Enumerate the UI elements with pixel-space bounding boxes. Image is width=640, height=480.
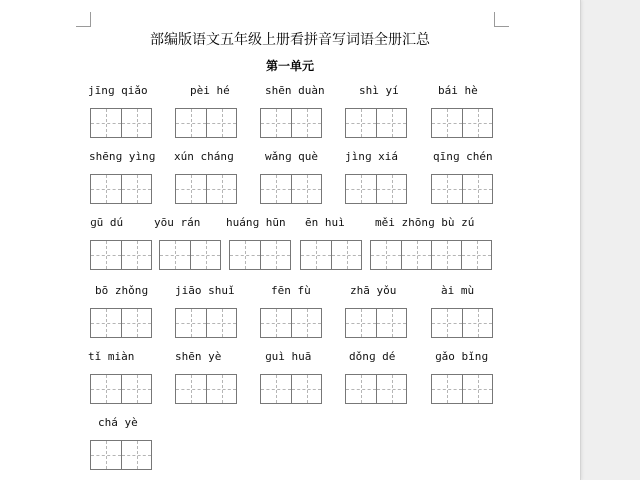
pinyin-label: bái hè xyxy=(438,84,478,97)
pinyin-label: ɡuì huā xyxy=(265,350,312,363)
writing-cell[interactable] xyxy=(206,375,236,403)
pinyin-label: ēn huì xyxy=(305,216,345,229)
pinyin-label: qīnɡ chén xyxy=(433,150,493,163)
pinyin-label: zhā yǒu xyxy=(350,284,397,297)
pinyin-label: wǎnɡ què xyxy=(265,150,318,163)
writing-grid[interactable] xyxy=(159,240,221,270)
writing-cell[interactable] xyxy=(91,241,121,269)
writing-grid[interactable] xyxy=(90,308,152,338)
vertical-scrollbar-track[interactable] xyxy=(590,0,640,480)
writing-cell[interactable] xyxy=(176,375,206,403)
writing-grid[interactable] xyxy=(175,174,237,204)
writing-grid[interactable] xyxy=(229,240,291,270)
pinyin-label: xún chánɡ xyxy=(174,150,234,163)
writing-cell[interactable] xyxy=(121,175,151,203)
writing-grid[interactable] xyxy=(370,240,492,270)
writing-cell[interactable] xyxy=(291,375,321,403)
writing-cell[interactable] xyxy=(91,109,121,137)
writing-grid[interactable] xyxy=(90,108,152,138)
writing-cell[interactable] xyxy=(376,175,406,203)
writing-cell[interactable] xyxy=(121,109,151,137)
writing-grid[interactable] xyxy=(345,374,407,404)
pinyin-label: ɡǎo bǐnɡ xyxy=(435,350,488,363)
writing-cell[interactable] xyxy=(346,309,376,337)
writing-cell[interactable] xyxy=(432,175,462,203)
writing-cell[interactable] xyxy=(462,309,492,337)
writing-cell[interactable] xyxy=(301,241,331,269)
writing-grid[interactable] xyxy=(90,240,152,270)
writing-cell[interactable] xyxy=(206,109,236,137)
writing-cell[interactable] xyxy=(121,441,151,469)
writing-cell[interactable] xyxy=(91,309,121,337)
pinyin-label: shēnɡ yìnɡ xyxy=(89,150,156,163)
writing-cell[interactable] xyxy=(461,241,491,269)
writing-cell[interactable] xyxy=(431,241,461,269)
writing-grid[interactable] xyxy=(431,308,493,338)
document-title: 部编版语文五年级上册看拼音写词语全册汇总 xyxy=(150,32,430,48)
writing-cell[interactable] xyxy=(91,375,121,403)
writing-cell[interactable] xyxy=(261,309,291,337)
writing-grid[interactable] xyxy=(300,240,362,270)
pinyin-label: bō zhǒnɡ xyxy=(95,284,148,297)
writing-cell[interactable] xyxy=(376,109,406,137)
writing-cell[interactable] xyxy=(401,241,431,269)
writing-grid[interactable] xyxy=(90,440,152,470)
writing-grid[interactable] xyxy=(431,108,493,138)
writing-cell[interactable] xyxy=(376,375,406,403)
pinyin-label: jīnɡ qiǎo xyxy=(88,84,148,97)
pinyin-label: shēn duàn xyxy=(265,84,325,97)
writing-cell[interactable] xyxy=(121,241,151,269)
pinyin-label: dǒnɡ dé xyxy=(349,350,396,363)
writing-grid[interactable] xyxy=(260,308,322,338)
writing-cell[interactable] xyxy=(462,175,492,203)
writing-cell[interactable] xyxy=(230,241,260,269)
writing-cell[interactable] xyxy=(261,375,291,403)
writing-cell[interactable] xyxy=(432,309,462,337)
writing-cell[interactable] xyxy=(291,309,321,337)
writing-cell[interactable] xyxy=(176,309,206,337)
writing-cell[interactable] xyxy=(121,375,151,403)
writing-cell[interactable] xyxy=(160,241,190,269)
pinyin-label: ài mù xyxy=(441,284,475,297)
writing-cell[interactable] xyxy=(346,109,376,137)
writing-cell[interactable] xyxy=(121,309,151,337)
pinyin-label: yōu rán xyxy=(154,216,201,229)
writing-grid[interactable] xyxy=(345,108,407,138)
pinyin-label: jìnɡ xiá xyxy=(345,150,398,163)
writing-grid[interactable] xyxy=(431,174,493,204)
writing-cell[interactable] xyxy=(260,241,290,269)
writing-grid[interactable] xyxy=(260,108,322,138)
pinyin-label: shì yí xyxy=(359,84,399,97)
writing-cell[interactable] xyxy=(261,175,291,203)
writing-grid[interactable] xyxy=(175,108,237,138)
unit-title: 第一单元 xyxy=(265,59,314,73)
pinyin-label: huánɡ hūn xyxy=(226,216,286,229)
writing-cell[interactable] xyxy=(462,375,492,403)
writing-grid[interactable] xyxy=(345,308,407,338)
writing-cell[interactable] xyxy=(261,109,291,137)
writing-cell[interactable] xyxy=(376,309,406,337)
writing-cell[interactable] xyxy=(331,241,361,269)
writing-cell[interactable] xyxy=(91,441,121,469)
pinyin-label: shēn yè xyxy=(175,350,222,363)
pinyin-label: fēn fù xyxy=(271,284,311,297)
writing-cell[interactable] xyxy=(346,175,376,203)
writing-grid[interactable] xyxy=(345,174,407,204)
pinyin-label: chá yè xyxy=(98,416,138,429)
writing-cell[interactable] xyxy=(176,109,206,137)
pinyin-label: měi zhōnɡ bù zú xyxy=(375,216,475,229)
writing-grid[interactable] xyxy=(90,174,152,204)
writing-cell[interactable] xyxy=(206,175,236,203)
writing-grid[interactable] xyxy=(175,308,237,338)
pinyin-label: ɡū dú xyxy=(90,216,124,229)
writing-cell[interactable] xyxy=(371,241,401,269)
writing-cell[interactable] xyxy=(91,175,121,203)
writing-cell[interactable] xyxy=(291,109,321,137)
writing-cell[interactable] xyxy=(432,109,462,137)
pinyin-label: jiāo shuǐ xyxy=(175,284,235,297)
writing-cell[interactable] xyxy=(432,375,462,403)
writing-cell[interactable] xyxy=(346,375,376,403)
writing-cell[interactable] xyxy=(291,175,321,203)
writing-cell[interactable] xyxy=(176,175,206,203)
writing-grid[interactable] xyxy=(260,374,322,404)
writing-grid[interactable] xyxy=(175,374,237,404)
writing-grid[interactable] xyxy=(260,174,322,204)
writing-cell[interactable] xyxy=(462,109,492,137)
writing-cell[interactable] xyxy=(206,309,236,337)
pinyin-label: tǐ miàn xyxy=(88,350,135,363)
writing-grid[interactable] xyxy=(90,374,152,404)
writing-grid[interactable] xyxy=(431,374,493,404)
writing-cell[interactable] xyxy=(190,241,220,269)
pinyin-label: pèi hé xyxy=(190,84,230,97)
